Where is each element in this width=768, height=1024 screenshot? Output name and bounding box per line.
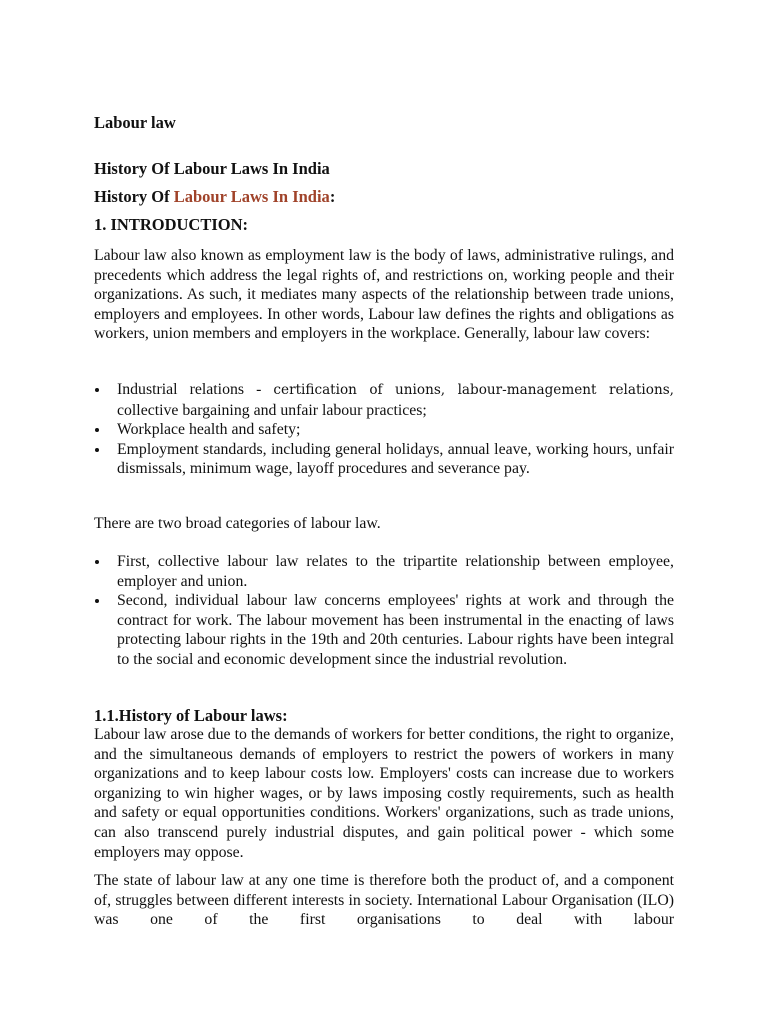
history-paragraph: Labour law arose due to the demands of workers for better conditions, the right to organize, and the simultaneous demands of employers to restrict the powers of workers in many organizations and to keep labour costs low. Employers' costs can increase due to workers organizing to win higher wages, or by laws imposing costly requirements, such as health and safety or equal opportunities conditions. Workers' organizations, such as trade unions, can also transcend purely industrial disputes, and gain political power - which some employers may oppose. — [94, 726, 674, 861]
list-item: Workplace health and safety; — [94, 420, 674, 440]
list-item: Second, individual labour law concerns employees' rights at work and through the contract for work. The labour movement has been instrumental in the enacting of laws protecting labour rights in the 19th and 20th centuries. Labour rights have been integral to the social and economic development since the industrial revolution. — [94, 591, 674, 669]
intro-paragraph: Labour law also known as employment law is the body of laws, administrative rulings, and precedents which address the legal rights of, and restrictions on, working people and their organizations. As such, it mediates many aspects of the relationship between trade unions, employers and employees. In other words, Labour law defines the rights and obligations as workers, union members and employers in the workplace. Generally, labour law covers: — [94, 247, 674, 343]
heading-suffix: : — [329, 187, 336, 206]
labour-laws-link[interactable]: Labour Laws In India — [173, 187, 330, 206]
labour-law-categories-list — [94, 552, 674, 670]
document-title: Labour law — [94, 113, 176, 132]
section-introduction-heading: 1. INTRODUCTION: — [94, 215, 249, 234]
item-rest: collective bargaining and unfair labour practices; — [117, 401, 427, 419]
item-emphasis: certification of unions, labour-management relations, — [273, 382, 674, 398]
state-of-labour-law-paragraph: The state of labour law at any one time is therefore both the product of, and a component of, struggles between different interests in society. International Labour Organisation (ILO) was one of the first organisations to deal with labour — [94, 872, 674, 929]
item-prefix: Industrial relations - — [117, 381, 274, 398]
heading-history: History Of Labour Laws In India — [94, 159, 330, 178]
labour-law-covers-list — [94, 380, 674, 479]
heading-prefix: History Of — [94, 187, 174, 206]
section-history-heading: 1.1.History of Labour laws: — [94, 706, 288, 725]
categories-intro: There are two broad categories of labour law. — [94, 515, 381, 532]
heading-history-linked — [94, 187, 674, 207]
list-item — [94, 380, 674, 420]
list-item: First, collective labour law relates to the tripartite relationship between employee, employer and union. — [94, 552, 674, 591]
list-item: Employment standards, including general holidays, annual leave, working hours, unfair dismissals, minimum wage, layoff procedures and severance pay. — [94, 440, 674, 479]
